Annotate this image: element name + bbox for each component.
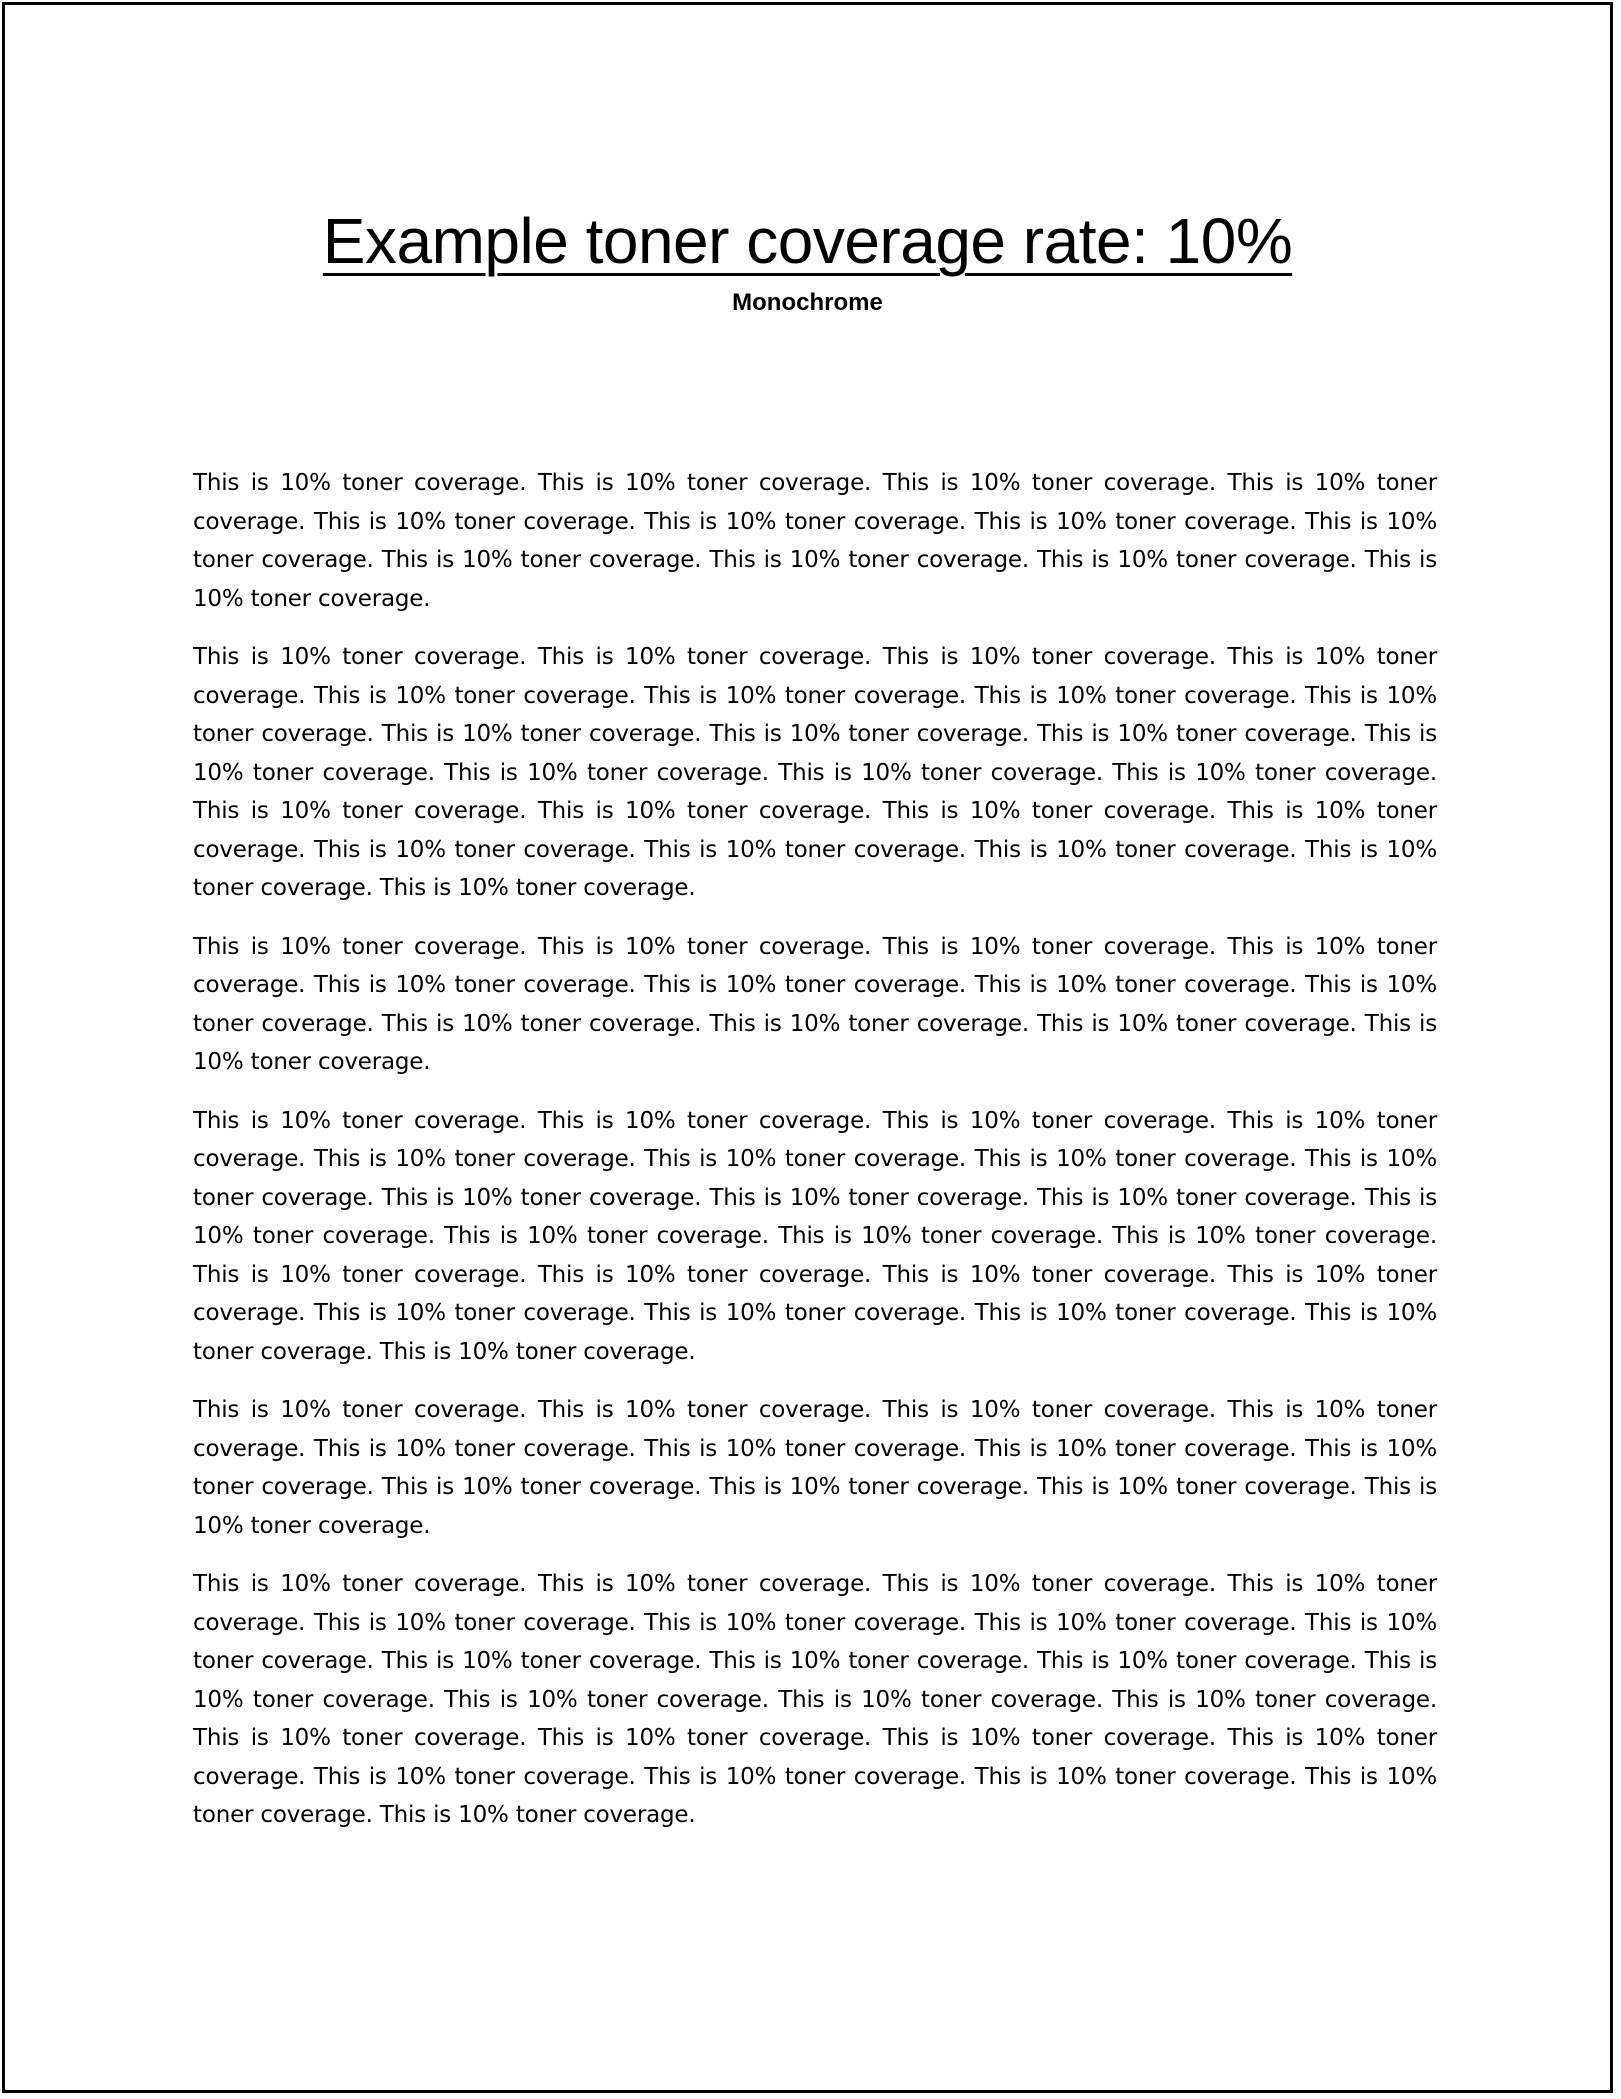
paragraph: This is 10% toner coverage. This is 10% toner coverage. This is 10% toner coverage. This is 10% toner coverage. This is 10% toner coverage. This is 10% toner coverage. This is 10% toner coverage. This is 10% toner coverage. This is 10% toner coverage. This is 10% toner coverage. This is 10% toner coverage. This is 10% toner coverage. This is 10% toner coverage. This is 10% toner coverage. This is 10% toner coverage. This is 10% toner coverage. This is 10% toner coverage. This is 10% toner coverage. This is 10% toner coverage. This is 10% toner coverage. This is 10% toner coverage. This is 10% toner coverage. This is 10% toner coverage. This is 10% toner coverage.: [193, 1107, 1437, 1365]
paragraph: This is 10% toner coverage. This is 10% toner coverage. This is 10% toner coverage. This is 10% toner coverage. This is 10% toner coverage. This is 10% toner coverage. This is 10% toner coverage. This is 10% toner coverage. This is 10% toner coverage. This is 10% toner coverage. This is 10% toner coverage. This is 10% toner coverage.: [193, 470, 1437, 612]
paragraph: This is 10% toner coverage. This is 10% toner coverage. This is 10% toner coverage. This is 10% toner coverage. This is 10% toner coverage. This is 10% toner coverage. This is 10% toner coverage. This is 10% toner coverage. This is 10% toner coverage. This is 10% toner coverage. This is 10% toner coverage. This is 10% toner coverage.: [193, 1397, 1437, 1539]
paragraph: This is 10% toner coverage. This is 10% toner coverage. This is 10% toner coverage. This is 10% toner coverage. This is 10% toner coverage. This is 10% toner coverage. This is 10% toner coverage. This is 10% toner coverage. This is 10% toner coverage. This is 10% toner coverage. This is 10% toner coverage. This is 10% toner coverage. This is 10% toner coverage. This is 10% toner coverage. This is 10% toner coverage. This is 10% toner coverage. This is 10% toner coverage. This is 10% toner coverage. This is 10% toner coverage. This is 10% toner coverage. This is 10% toner coverage. This is 10% toner coverage. This is 10% toner coverage. This is 10% toner coverage.: [193, 644, 1437, 901]
page-title-text: Example toner coverage rate: 10%: [322, 205, 1293, 277]
paragraph: This is 10% toner coverage. This is 10% toner coverage. This is 10% toner coverage. This is 10% toner coverage. This is 10% toner coverage. This is 10% toner coverage. This is 10% toner coverage. This is 10% toner coverage. This is 10% toner coverage. This is 10% toner coverage. This is 10% toner coverage. This is 10% toner coverage. This is 10% toner coverage. This is 10% toner coverage. This is 10% toner coverage. This is 10% toner coverage. This is 10% toner coverage. This is 10% toner coverage. This is 10% toner coverage. This is 10% toner coverage. This is 10% toner coverage. This is 10% toner coverage. This is 10% toner coverage. This is 10% toner coverage.: [193, 1571, 1437, 1828]
document-body: [193, 464, 1437, 1855]
page-title: [5, 201, 1610, 281]
page-subtitle: Monochrome: [732, 289, 883, 316]
document-page: [2, 2, 1613, 2093]
paragraph: This is 10% toner coverage. This is 10% toner coverage. This is 10% toner coverage. This is 10% toner coverage. This is 10% toner coverage. This is 10% toner coverage. This is 10% toner coverage. This is 10% toner coverage. This is 10% toner coverage. This is 10% toner coverage. This is 10% toner coverage. This is 10% toner coverage.: [193, 933, 1437, 1075]
